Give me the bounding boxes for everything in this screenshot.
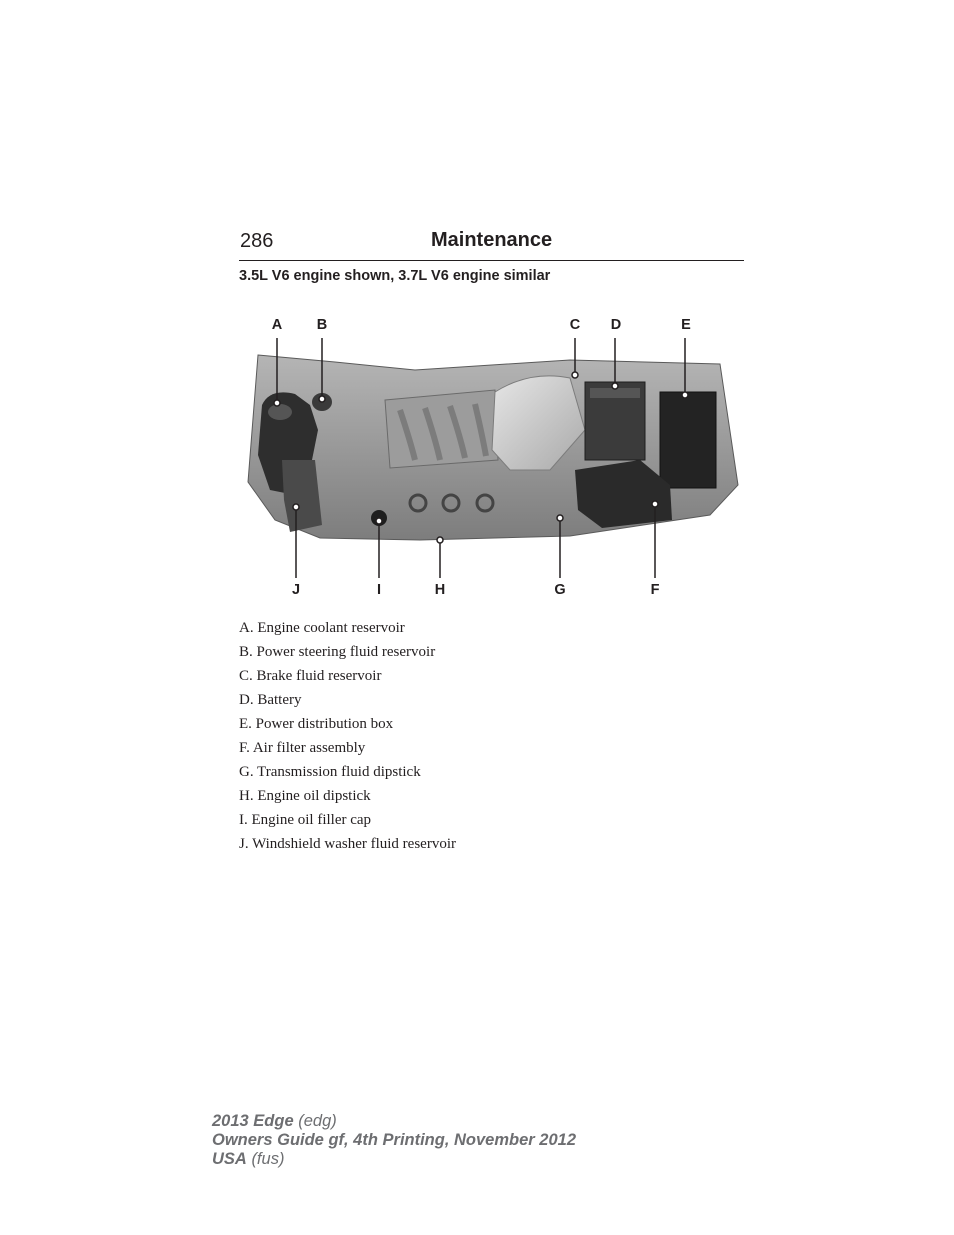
footer-line-model: 2013 Edge (edg): [212, 1112, 337, 1130]
callout-b: B: [316, 317, 328, 333]
section-title: Maintenance: [431, 229, 553, 251]
legend-item: G. Transmission fluid dipstick: [239, 764, 421, 780]
callout-g: G: [554, 582, 566, 598]
legend-item: E. Power distribution box: [239, 716, 394, 732]
footer-line-market: USA (fus): [212, 1150, 285, 1168]
callout-f: F: [650, 582, 660, 598]
legend-item: F. Air filter assembly: [239, 740, 366, 756]
page-number: 286: [240, 230, 274, 252]
callout-e: E: [681, 317, 691, 333]
engine-compartment-figure: [240, 310, 745, 605]
callout-a: A: [271, 317, 283, 333]
callout-j: J: [291, 582, 301, 598]
component-legend: [239, 618, 456, 858]
legend-item: A. Engine coolant reservoir: [239, 620, 405, 636]
callout-i: I: [376, 582, 382, 598]
page-header: [239, 228, 744, 261]
legend-item: I. Engine oil filler cap: [239, 812, 372, 828]
legend-item: B. Power steering fluid reservoir: [239, 644, 436, 660]
callout-h: H: [434, 582, 446, 598]
callout-c: C: [569, 317, 581, 333]
legend-item: D. Battery: [239, 692, 302, 708]
legend-item: C. Brake fluid reservoir: [239, 668, 382, 684]
callout-d: D: [610, 317, 622, 333]
callout-leaders: [240, 310, 745, 605]
legend-item: J. Windshield washer fluid reservoir: [239, 836, 456, 852]
figure-heading: 3.5L V6 engine shown, 3.7L V6 engine similar: [239, 268, 551, 284]
document-footer: [212, 1112, 576, 1169]
footer-line-printing: Owners Guide gf, 4th Printing, November 2012: [212, 1131, 576, 1149]
legend-item: H. Engine oil dipstick: [239, 788, 371, 804]
